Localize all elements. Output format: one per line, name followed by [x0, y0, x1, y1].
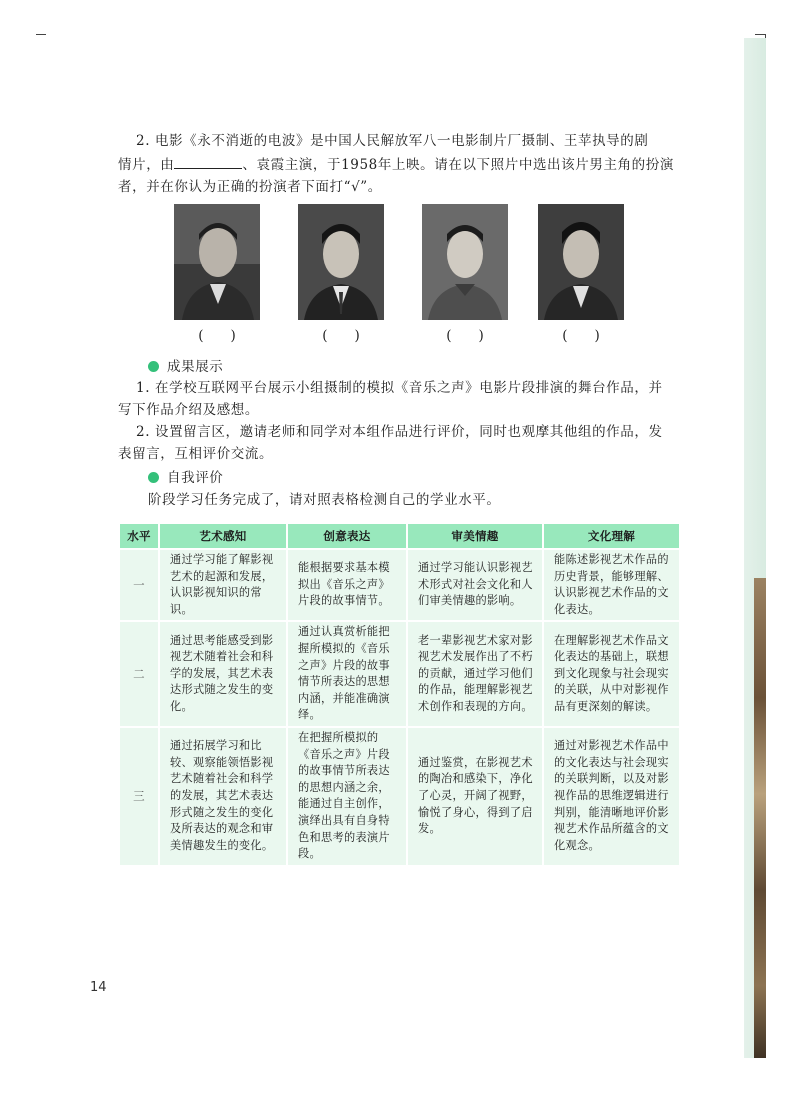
table-row [119, 621, 680, 727]
table-cell: 通过鉴赏，在影视艺术的陶冶和感染下，净化了心灵，开阔了视野，愉悦了身心，得到了启发。 [407, 727, 543, 866]
photo-1-answer[interactable]: ( ) [198, 328, 236, 344]
photo-3-answer[interactable]: ( ) [446, 328, 484, 344]
table-row [119, 549, 680, 621]
showcase-item-2-line-1: 2. 设置留言区，邀请老师和同学对本组作品进行评价，同时也观摩其他组的作品，发 [136, 424, 663, 440]
question-2-line-2 [118, 154, 674, 176]
table-cell: 通过拓展学习和比较、观察能领悟影视艺术随着社会和科学的发展，其艺术表达形式随之发生的变化及所表达的观念和审美情趣发生的变化。 [159, 727, 287, 866]
table-cell: 通过学习能认识影视艺术形式对社会文化和人们审美情趣的影响。 [407, 549, 543, 621]
portrait-2-icon [298, 204, 384, 320]
question-2-line-2-b: 、袁霞主演，于1958年上映。请在以下照片中选出该片男主角的扮演 [242, 157, 674, 173]
photo-4-answer[interactable]: ( ) [562, 328, 600, 344]
question-2-line-2-a: 情片，由 [118, 157, 175, 173]
table-cell: 能根据要求基本模拟出《音乐之声》片段的故事情节。 [287, 549, 407, 621]
table-cell: 通过学习能了解影视艺术的起源和发展，认识影视知识的常识。 [159, 549, 287, 621]
table-row [119, 727, 680, 866]
table-cell: 在把握所模拟的《音乐之声》片段的故事情节所表达的思想内涵之余，能通过自主创作，演绎出具有自身特色和思考的表演片段。 [287, 727, 407, 866]
actor-photo-3 [422, 204, 508, 320]
table-cell: 能陈述影视艺术作品的历史背景，能够理解、认识影视艺术作品的文化表达。 [543, 549, 680, 621]
actor-photo-1 [174, 204, 260, 320]
self-eval-heading [148, 467, 223, 489]
showcase-heading [148, 356, 223, 378]
portrait-1-icon [174, 204, 260, 320]
page-edge-photo [754, 578, 766, 1058]
portrait-3-icon [422, 204, 508, 320]
showcase-item-1-line-2: 写下作品介绍及感想。 [118, 402, 259, 418]
crop-mark-left [36, 34, 46, 35]
actor-photo-2 [298, 204, 384, 320]
level-cell: 二 [119, 621, 159, 727]
portrait-4-icon [538, 204, 624, 320]
showcase-item-2-line-2: 表留言，互相评价交流。 [118, 446, 274, 462]
header-cultural-understanding: 文化理解 [543, 523, 680, 549]
header-creative-expression: 创意表达 [287, 523, 407, 549]
table-cell: 老一辈影视艺术家对影视艺术发展作出了不朽的贡献，通过学习他们的作品，能理解影视艺术创作和表现的方向。 [407, 621, 543, 727]
self-eval-heading-text: 自我评价 [167, 470, 224, 486]
page-number: 14 [90, 980, 107, 995]
table-cell: 通过认真赏析能把握所模拟的《音乐之声》片段的故事情节所表达的思想内涵，并能准确演绎。 [287, 621, 407, 727]
header-level: 水平 [119, 523, 159, 549]
level-cell: 一 [119, 549, 159, 621]
table-cell: 通过对影视艺术作品中的文化表达与社会现实的关联判断，以及对影视作品的思维逻辑进行判别，能清晰地评价影视艺术作品所蕴含的文化观念。 [543, 727, 680, 866]
answer-blank[interactable] [174, 154, 242, 169]
header-aesthetic-taste: 审美情趣 [407, 523, 543, 549]
bullet-dot-icon [148, 472, 159, 483]
evaluation-table [118, 522, 681, 867]
level-cell: 三 [119, 727, 159, 866]
actor-photo-4 [538, 204, 624, 320]
table-header-row [119, 523, 680, 549]
bullet-dot-icon [148, 361, 159, 372]
header-art-perception: 艺术感知 [159, 523, 287, 549]
showcase-heading-text: 成果展示 [167, 359, 224, 375]
question-2-line-1: 2. 电影《永不消逝的电波》是中国人民解放军八一电影制片厂摄制、王苹执导的剧 [136, 133, 649, 149]
question-2-line-3: 者，并在你认为正确的扮演者下面打“√”。 [118, 179, 382, 195]
showcase-item-1-line-1: 1. 在学校互联网平台展示小组摄制的模拟《音乐之声》电影片段排演的舞台作品，并 [136, 380, 663, 396]
table-cell: 通过思考能感受到影视艺术随着社会和科学的发展，其艺术表达形式随之发生的变化。 [159, 621, 287, 727]
photo-2-answer[interactable]: ( ) [322, 328, 360, 344]
table-cell: 在理解影视艺术作品文化表达的基础上，联想到文化现象与社会现实的关联，从中对影视作品有更深刻的解读。 [543, 621, 680, 727]
self-eval-intro: 阶段学习任务完成了，请对照表格检测自己的学业水平。 [148, 492, 501, 508]
